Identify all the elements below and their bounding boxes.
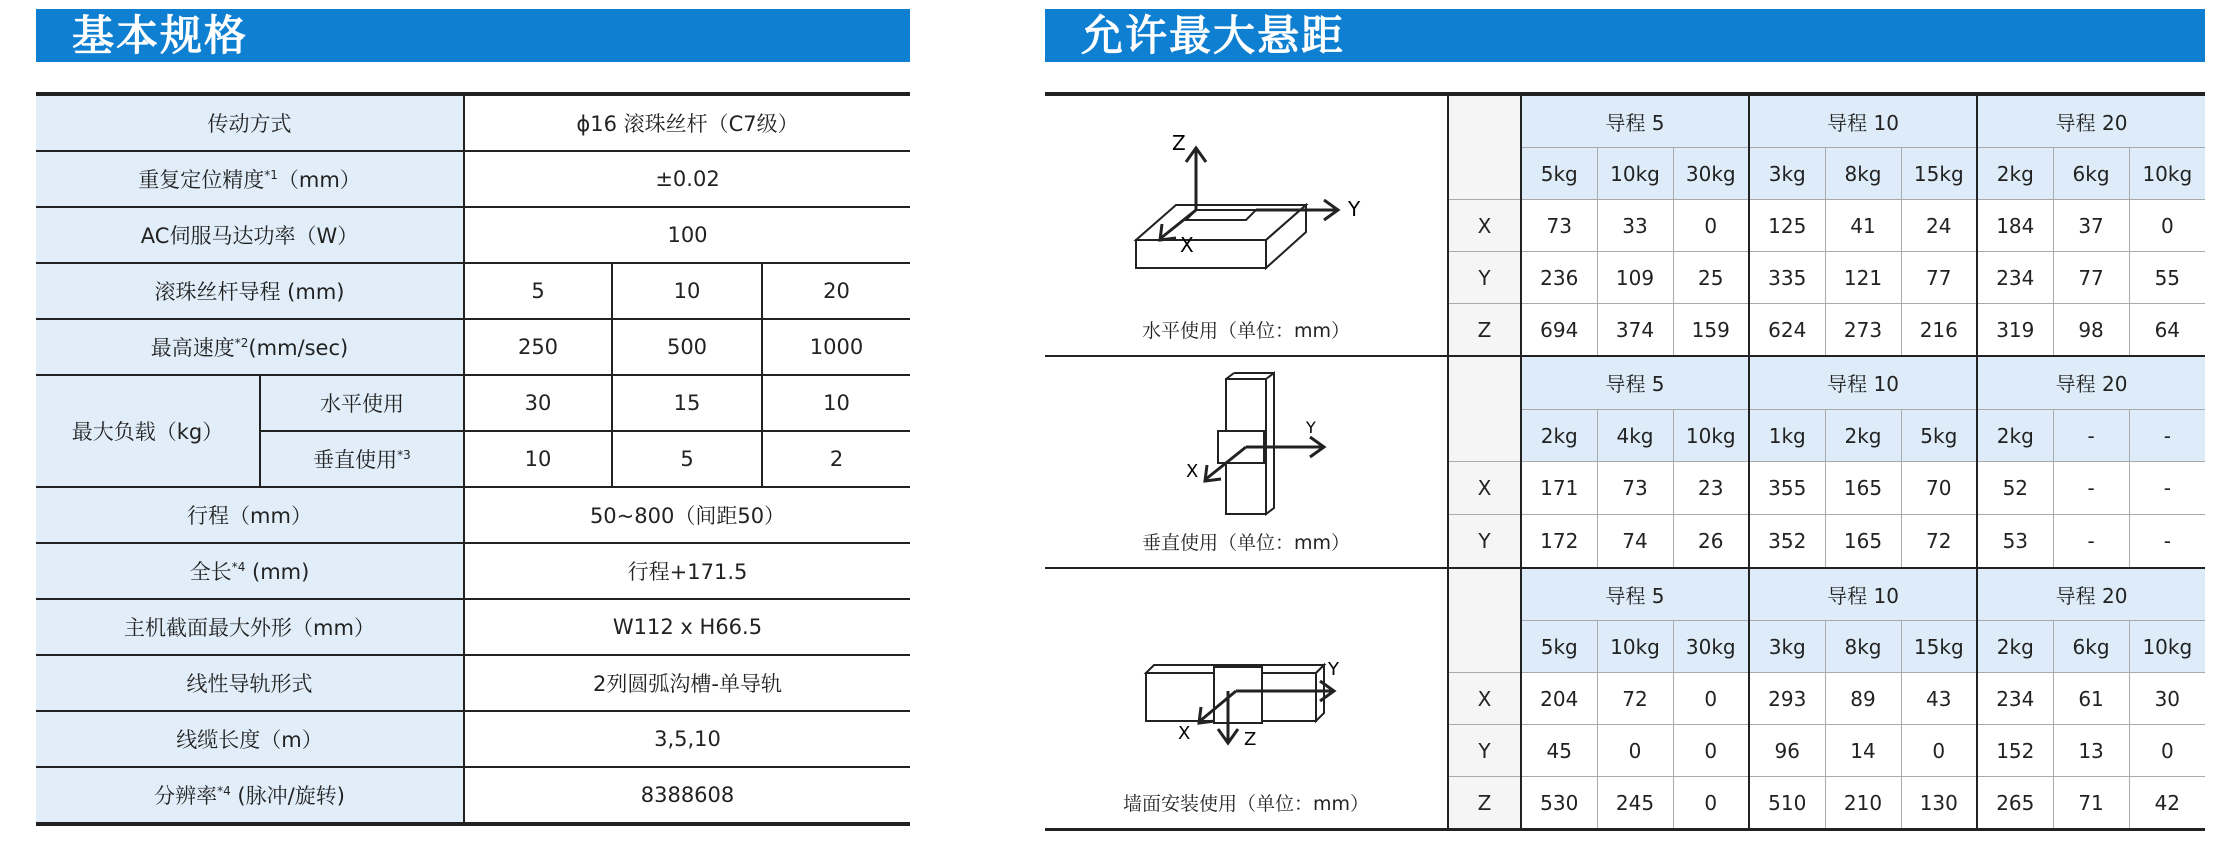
cell: 52 xyxy=(1977,462,2053,515)
horizontal-use-diagram xyxy=(1116,110,1376,290)
spec-value: 2 xyxy=(762,431,910,487)
cell: 30 xyxy=(2129,673,2205,725)
cell: 125 xyxy=(1749,200,1825,252)
cell: 23 xyxy=(1673,462,1749,515)
spec-title: 基本规格 xyxy=(72,11,249,60)
load-header: 8kg xyxy=(1825,148,1901,200)
lead-group-header: 导程 5 xyxy=(1521,94,1749,148)
axis-label: Y xyxy=(1448,725,1521,777)
spec-label: 主机截面最大外形（mm） xyxy=(36,599,464,655)
spec-value: W112 x H66.5 xyxy=(464,599,910,655)
spec-label: 行程（mm） xyxy=(36,487,464,543)
cell: 265 xyxy=(1977,777,2053,830)
cell: 121 xyxy=(1825,252,1901,304)
spec-label: 滚珠丝杆导程 (mm) xyxy=(36,263,464,319)
load-header: 4kg xyxy=(1597,409,1673,462)
overhang-table xyxy=(1045,92,2205,831)
load-header: 5kg xyxy=(1521,621,1597,673)
cell: 216 xyxy=(1901,304,1977,357)
axis-label: Z xyxy=(1448,304,1521,357)
spec-value: 30 xyxy=(464,375,612,431)
cell: 14 xyxy=(1825,725,1901,777)
cell: 130 xyxy=(1901,777,1977,830)
spec-label: 分辨率$^{*4}$ (脉冲/旋转) xyxy=(36,767,464,824)
vertical-diagram-cell xyxy=(1045,356,1448,568)
load-header: - xyxy=(2129,409,2205,462)
spec-value: 5 xyxy=(612,431,762,487)
lead-group-header: 导程 10 xyxy=(1749,568,1977,621)
load-header: 5kg xyxy=(1521,148,1597,200)
diagram-axis-label: Y xyxy=(1328,659,1339,680)
load-header: 3kg xyxy=(1749,148,1825,200)
diagram-axis-label: X xyxy=(1186,461,1199,482)
cell: 293 xyxy=(1749,673,1825,725)
spec-sub-label: 水平使用 xyxy=(260,375,464,431)
spec-label: 重复定位精度$^{*1}$（mm） xyxy=(36,151,464,207)
lead-group-header: 导程 5 xyxy=(1521,356,1749,409)
spec-table xyxy=(36,92,910,826)
cell: 530 xyxy=(1521,777,1597,830)
spec-title-bar xyxy=(36,9,910,62)
cell: 0 xyxy=(1597,725,1673,777)
spec-value: 100 xyxy=(464,207,910,263)
load-header: 8kg xyxy=(1825,621,1901,673)
spec-label: 传动方式 xyxy=(36,94,464,151)
spec-value: 250 xyxy=(464,319,612,375)
cell: - xyxy=(2129,515,2205,568)
cell: 355 xyxy=(1749,462,1825,515)
load-header: 5kg xyxy=(1901,409,1977,462)
vertical-use-diagram xyxy=(1146,371,1346,521)
load-header: 1kg xyxy=(1749,409,1825,462)
load-header: - xyxy=(2053,409,2129,462)
lead-group-header: 导程 10 xyxy=(1749,94,1977,148)
diagram-axis-label: X xyxy=(1180,233,1194,257)
cell: 236 xyxy=(1521,252,1597,304)
cell: 0 xyxy=(2129,725,2205,777)
spec-row xyxy=(36,599,910,655)
spec-value: 10 xyxy=(612,263,762,319)
load-header: 2kg xyxy=(1521,409,1597,462)
spec-label: 全长$^{*4}$ (mm) xyxy=(36,543,464,599)
cell: 0 xyxy=(2129,200,2205,252)
cell: 165 xyxy=(1825,462,1901,515)
cell: 74 xyxy=(1597,515,1673,568)
overhang-title: 允许最大悬距 xyxy=(1081,11,1346,60)
spec-group-label: 最大负载（kg） xyxy=(36,375,260,487)
spec-row xyxy=(36,711,910,767)
cell: 70 xyxy=(1901,462,1977,515)
cell: 234 xyxy=(1977,673,2053,725)
axis-label: Y xyxy=(1448,252,1521,304)
cell: 245 xyxy=(1597,777,1673,830)
lead-group-header: 导程 20 xyxy=(1977,356,2205,409)
cell: 0 xyxy=(1673,725,1749,777)
cell: - xyxy=(2129,462,2205,515)
cell: 42 xyxy=(2129,777,2205,830)
load-header: 6kg xyxy=(2053,621,2129,673)
wall-mount-diagram xyxy=(1116,583,1376,753)
spec-value: 10 xyxy=(762,375,910,431)
cell: 109 xyxy=(1597,252,1673,304)
axis-label: X xyxy=(1448,673,1521,725)
load-header: 6kg xyxy=(2053,148,2129,200)
spec-value: 5 xyxy=(464,263,612,319)
cell: 335 xyxy=(1749,252,1825,304)
cell: 374 xyxy=(1597,304,1673,357)
spec-sub-label: 垂直使用$^{*3}$ xyxy=(260,431,464,487)
load-header: 2kg xyxy=(1825,409,1901,462)
cell: 73 xyxy=(1521,200,1597,252)
diagram-axis-label: Z xyxy=(1172,131,1186,155)
axis-header-blank xyxy=(1448,356,1521,462)
spec-row xyxy=(36,543,910,599)
cell: - xyxy=(2053,515,2129,568)
spec-row xyxy=(36,767,910,824)
axis-header-blank xyxy=(1448,94,1521,200)
load-header: 30kg xyxy=(1673,148,1749,200)
spec-row xyxy=(36,319,910,375)
axis-label: X xyxy=(1448,200,1521,252)
cell: 55 xyxy=(2129,252,2205,304)
spec-label: 线缆长度（m） xyxy=(36,711,464,767)
spec-row xyxy=(36,151,910,207)
spec-row xyxy=(36,655,910,711)
load-header: 10kg xyxy=(1673,409,1749,462)
spec-value: 50~800（间距50） xyxy=(464,487,910,543)
cell: 184 xyxy=(1977,200,2053,252)
lead-group-header: 导程 5 xyxy=(1521,568,1749,621)
lead-group-header: 导程 20 xyxy=(1977,94,2205,148)
spec-value: ϕ16 滚珠丝杆（C7级） xyxy=(576,112,799,136)
cell: 234 xyxy=(1977,252,2053,304)
load-header: 2kg xyxy=(1977,409,2053,462)
load-header: 10kg xyxy=(1597,621,1673,673)
spec-value: 3,5,10 xyxy=(464,711,910,767)
cell: 624 xyxy=(1749,304,1825,357)
cell: 45 xyxy=(1521,725,1597,777)
cell: 694 xyxy=(1521,304,1597,357)
spec-value: 1000 xyxy=(762,319,910,375)
axis-header-blank xyxy=(1448,568,1521,673)
load-header: 10kg xyxy=(2129,148,2205,200)
cell: 352 xyxy=(1749,515,1825,568)
load-header: 15kg xyxy=(1901,148,1977,200)
cell: 61 xyxy=(2053,673,2129,725)
diagram-axis-label: Z xyxy=(1244,729,1257,750)
cell: 13 xyxy=(2053,725,2129,777)
load-header: 30kg xyxy=(1673,621,1749,673)
cell: 77 xyxy=(1901,252,1977,304)
cell: 96 xyxy=(1749,725,1825,777)
load-header: 10kg xyxy=(2129,621,2205,673)
cell: 159 xyxy=(1673,304,1749,357)
load-header: 15kg xyxy=(1901,621,1977,673)
wall-diagram-cell xyxy=(1045,568,1448,830)
diagram-axis-label: Y xyxy=(1348,197,1361,221)
spec-label: 线性导轨形式 xyxy=(36,655,464,711)
cell: 0 xyxy=(1673,673,1749,725)
lead-group-header: 导程 20 xyxy=(1977,568,2205,621)
spec-value: 20 xyxy=(762,263,910,319)
spec-value: ±0.02 xyxy=(464,151,910,207)
spec-row xyxy=(36,487,910,543)
cell: 72 xyxy=(1597,673,1673,725)
axis-label: X xyxy=(1448,462,1521,515)
load-header: 2kg xyxy=(1977,621,2053,673)
cell: 172 xyxy=(1521,515,1597,568)
spec-row xyxy=(36,207,910,263)
spec-value: 2列圆弧沟槽-单导轨 xyxy=(464,655,910,711)
cell: 72 xyxy=(1901,515,1977,568)
cell: 89 xyxy=(1825,673,1901,725)
spec-label: 最高速度$^{*2}$(mm/sec) xyxy=(36,319,464,375)
spec-value: 500 xyxy=(612,319,762,375)
cell: 0 xyxy=(1673,777,1749,830)
spec-label: AC伺服马达功率（W） xyxy=(36,207,464,263)
cell: - xyxy=(2053,462,2129,515)
cell: 319 xyxy=(1977,304,2053,357)
cell: 210 xyxy=(1825,777,1901,830)
cell: 510 xyxy=(1749,777,1825,830)
spec-value: 8388608 xyxy=(464,767,910,824)
diagram-caption: 水平使用（单位：mm） xyxy=(1141,320,1351,342)
cell: 152 xyxy=(1977,725,2053,777)
lead-group-header: 导程 10 xyxy=(1749,356,1977,409)
spec-row xyxy=(36,375,910,431)
cell: 77 xyxy=(2053,252,2129,304)
cell: 204 xyxy=(1521,673,1597,725)
cell: 24 xyxy=(1901,200,1977,252)
cell: 0 xyxy=(1901,725,1977,777)
spec-value: 行程+171.5 xyxy=(464,543,910,599)
cell: 37 xyxy=(2053,200,2129,252)
spec-value: 10 xyxy=(464,431,612,487)
cell: 64 xyxy=(2129,304,2205,357)
diagram-caption: 墙面安装使用（单位：mm） xyxy=(1122,793,1370,815)
cell: 53 xyxy=(1977,515,2053,568)
spec-value: 15 xyxy=(612,375,762,431)
cell: 98 xyxy=(2053,304,2129,357)
diagram-caption: 垂直使用（单位：mm） xyxy=(1141,532,1351,554)
cell: 26 xyxy=(1673,515,1749,568)
overhang-title-bar xyxy=(1045,9,2205,62)
cell: 71 xyxy=(2053,777,2129,830)
cell: 273 xyxy=(1825,304,1901,357)
load-header: 10kg xyxy=(1597,148,1673,200)
cell: 165 xyxy=(1825,515,1901,568)
cell: 43 xyxy=(1901,673,1977,725)
load-header: 3kg xyxy=(1749,621,1825,673)
diagram-axis-label: X xyxy=(1178,723,1191,744)
cell: 171 xyxy=(1521,462,1597,515)
cell: 33 xyxy=(1597,200,1673,252)
load-header: 2kg xyxy=(1977,148,2053,200)
cell: 0 xyxy=(1673,200,1749,252)
cell: 25 xyxy=(1673,252,1749,304)
diagram-axis-label: Y xyxy=(1306,418,1316,437)
axis-label: Y xyxy=(1448,515,1521,568)
spec-row xyxy=(36,263,910,319)
cell: 41 xyxy=(1825,200,1901,252)
axis-label: Z xyxy=(1448,777,1521,830)
spec-row xyxy=(36,94,910,151)
horizontal-diagram-cell xyxy=(1045,94,1448,356)
cell: 73 xyxy=(1597,462,1673,515)
